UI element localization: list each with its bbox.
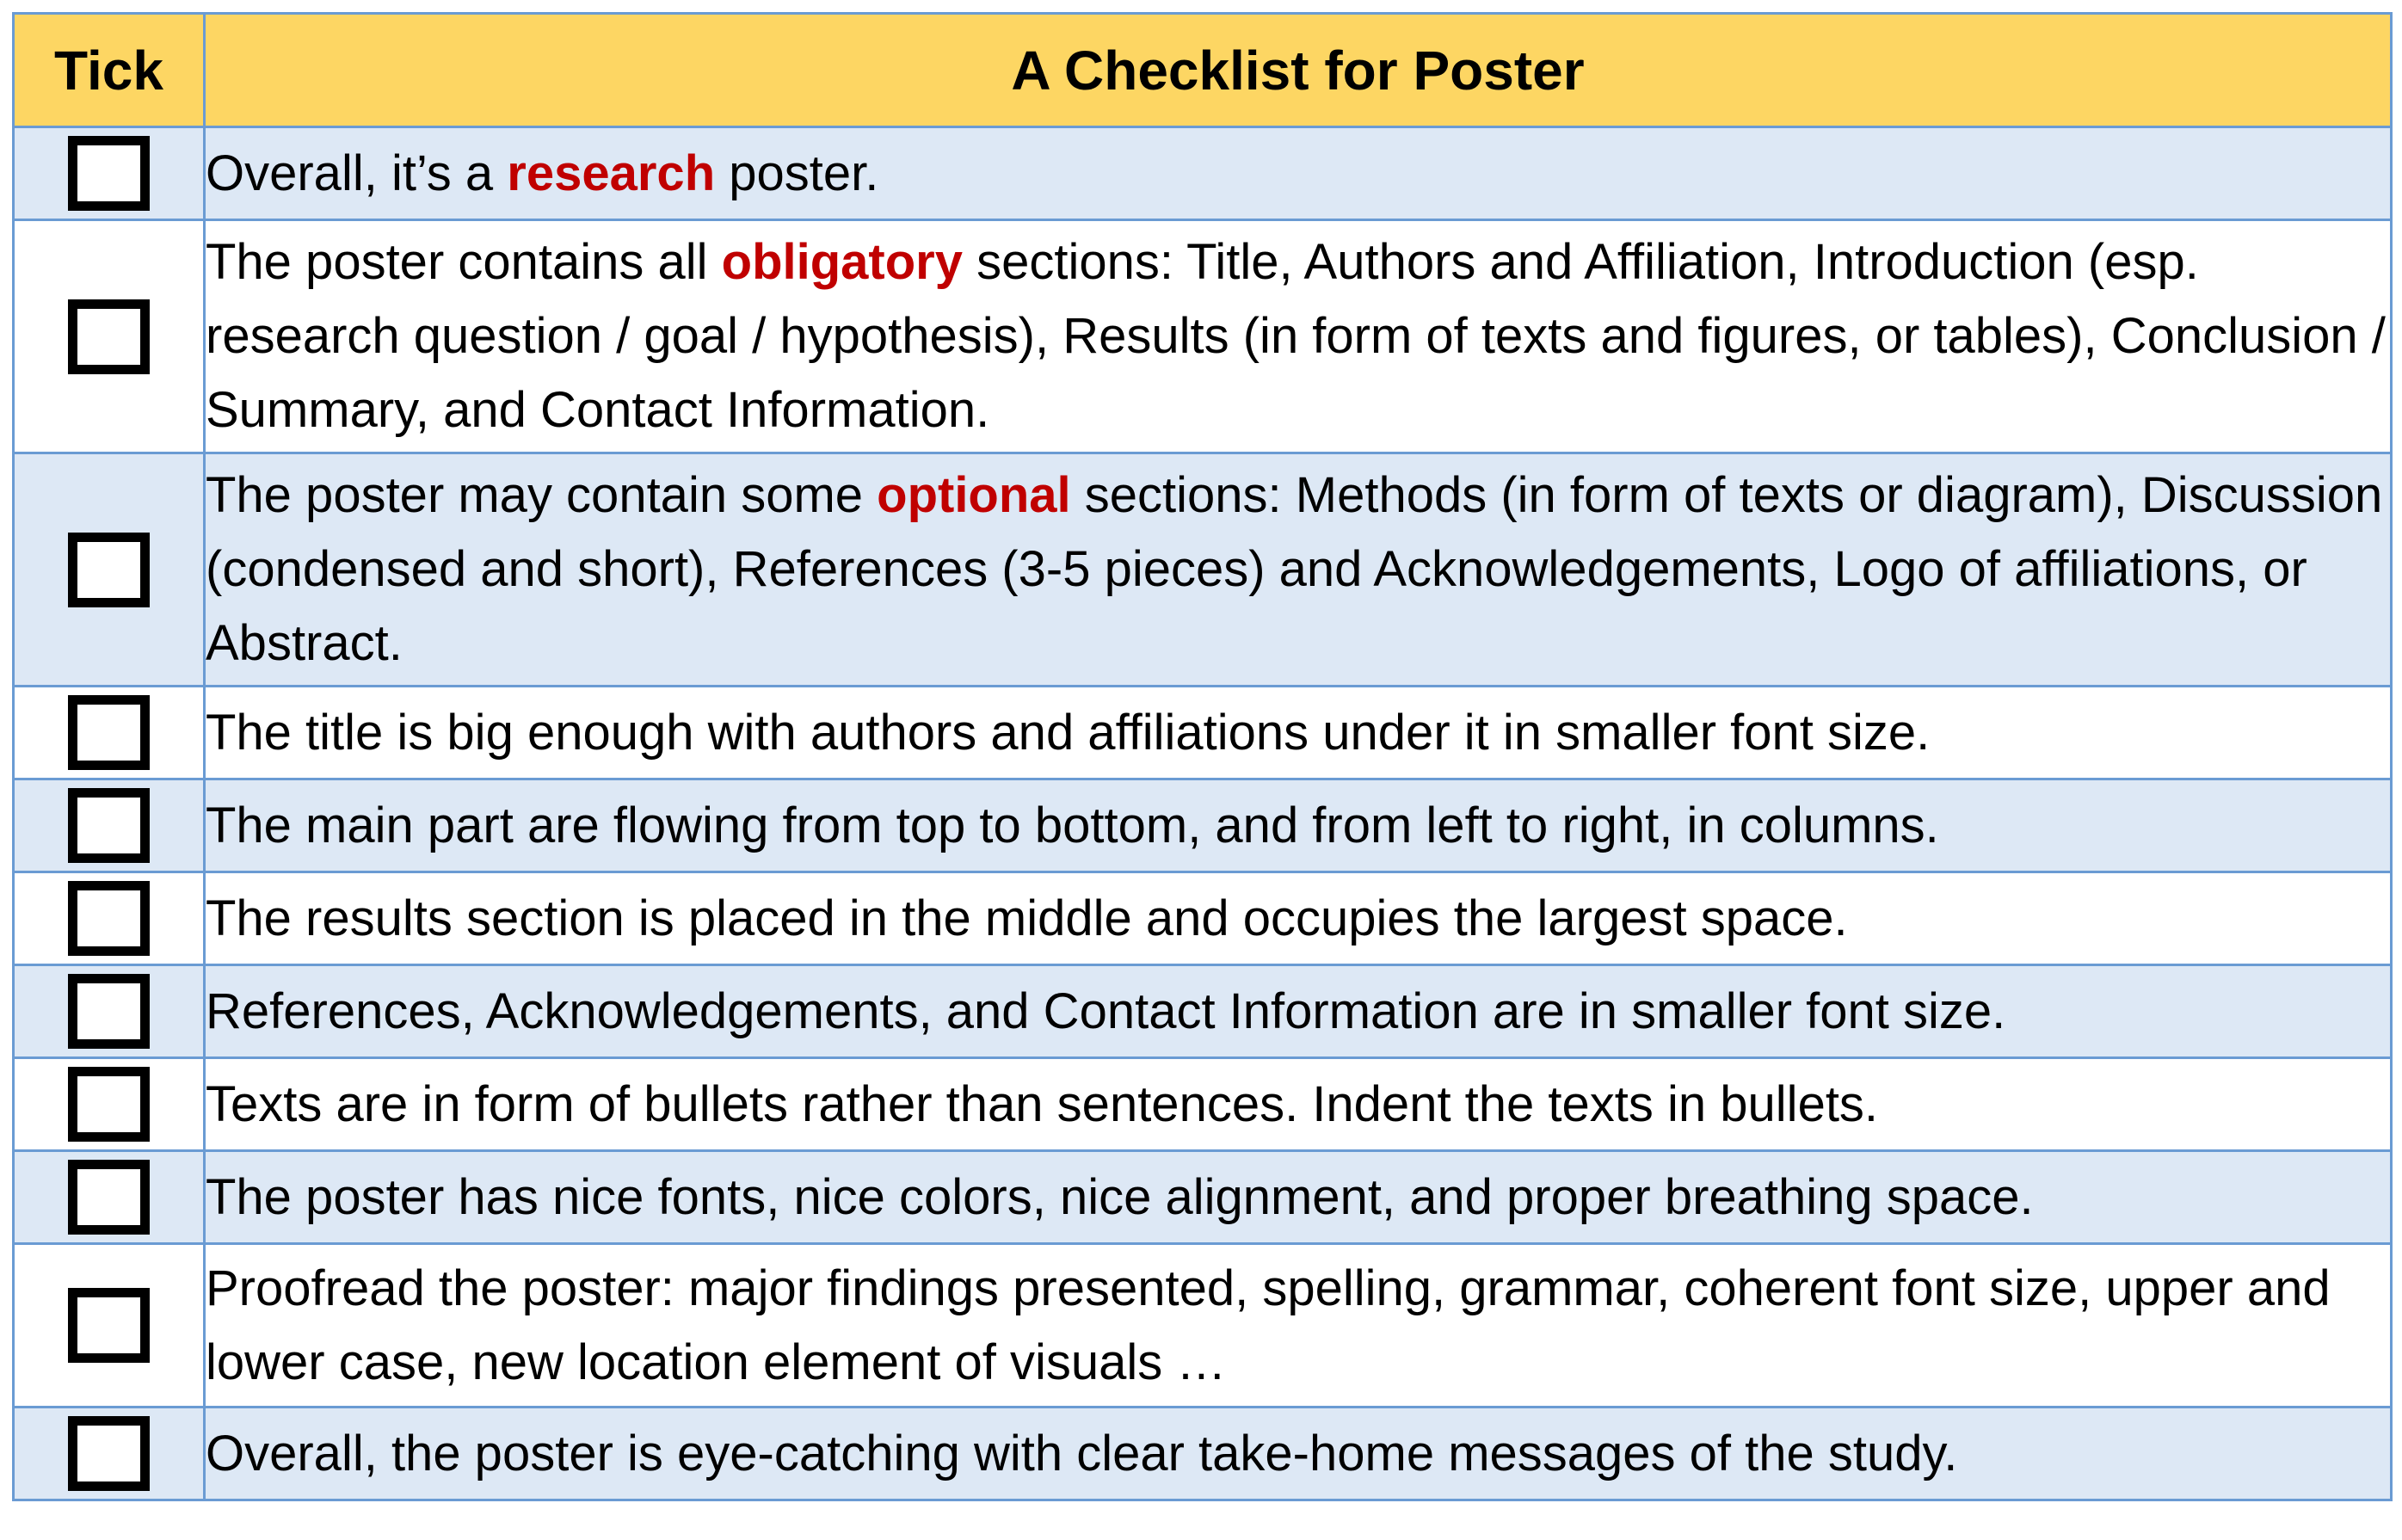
checklist-row xyxy=(14,1058,2392,1151)
table-header-row xyxy=(14,14,2392,127)
checklist-item-text: Proofread the poster: major findings presented, spelling, grammar, coherent font size, upper and lower case, new location element of visuals … xyxy=(205,1244,2392,1408)
tick-cell xyxy=(14,965,205,1058)
checklist-title: A Checklist for Poster xyxy=(205,14,2392,127)
checklist-row xyxy=(14,1408,2392,1500)
checkbox[interactable] xyxy=(68,533,150,607)
checklist-row xyxy=(14,687,2392,779)
checkbox[interactable] xyxy=(68,1288,150,1363)
checklist-row xyxy=(14,127,2392,220)
checklist-item-text: The title is big enough with authors and affiliations under it in smaller font size. xyxy=(205,687,2392,779)
checklist-item-text: The poster contains all obligatory sections: Title, Authors and Affiliation, Introduction (esp. research question / goal / hypothesis), Results (in form of texts and figures, or tables), Conclusion / Summary, and Contact Information. xyxy=(205,220,2392,453)
checkbox[interactable] xyxy=(68,974,150,1049)
checklist-row xyxy=(14,1151,2392,1244)
checklist-row xyxy=(14,872,2392,965)
checklist-row xyxy=(14,453,2392,687)
checklist-row xyxy=(14,779,2392,872)
tick-cell xyxy=(14,1151,205,1244)
tick-column-header: Tick xyxy=(14,14,205,127)
tick-cell xyxy=(14,127,205,220)
checkbox[interactable] xyxy=(68,1160,150,1235)
tick-cell xyxy=(14,687,205,779)
keyword-highlight: obligatory xyxy=(721,234,963,290)
keyword-highlight: optional xyxy=(877,467,1071,523)
tick-cell xyxy=(14,872,205,965)
checkbox[interactable] xyxy=(68,695,150,770)
checkbox[interactable] xyxy=(68,1067,150,1142)
checkbox[interactable] xyxy=(68,881,150,956)
tick-cell xyxy=(14,1408,205,1500)
tick-cell xyxy=(14,1058,205,1151)
checklist-item-text: Texts are in form of bullets rather than sentences. Indent the texts in bullets. xyxy=(205,1058,2392,1151)
checklist-item-text: The poster may contain some optional sections: Methods (in form of texts or diagram), Discussion (condensed and short), References (3-5 pieces) and Acknowledgements, Logo of affiliations, or Abstract. xyxy=(205,453,2392,687)
keyword-highlight: research xyxy=(507,145,716,201)
checkbox[interactable] xyxy=(68,788,150,863)
checklist-item-text: The main part are flowing from top to bottom, and from left to right, in columns. xyxy=(205,779,2392,872)
checkbox[interactable] xyxy=(68,136,150,211)
checklist-row xyxy=(14,1244,2392,1408)
tick-cell xyxy=(14,779,205,872)
checklist-row xyxy=(14,965,2392,1058)
checklist-item-text: The poster has nice fonts, nice colors, nice alignment, and proper breathing space. xyxy=(205,1151,2392,1244)
tick-cell xyxy=(14,1244,205,1408)
checklist-item-text: References, Acknowledgements, and Contact Information are in smaller font size. xyxy=(205,965,2392,1058)
tick-cell xyxy=(14,453,205,687)
poster-checklist-table xyxy=(12,12,2393,1501)
checklist-item-text: The results section is placed in the middle and occupies the largest space. xyxy=(205,872,2392,965)
checklist-item-text: Overall, it’s a research poster. xyxy=(205,127,2392,220)
checklist-item-text: Overall, the poster is eye-catching with clear take-home messages of the study. xyxy=(205,1408,2392,1500)
checkbox[interactable] xyxy=(68,1416,150,1491)
checklist-row xyxy=(14,220,2392,453)
checkbox[interactable] xyxy=(68,299,150,374)
tick-cell xyxy=(14,220,205,453)
